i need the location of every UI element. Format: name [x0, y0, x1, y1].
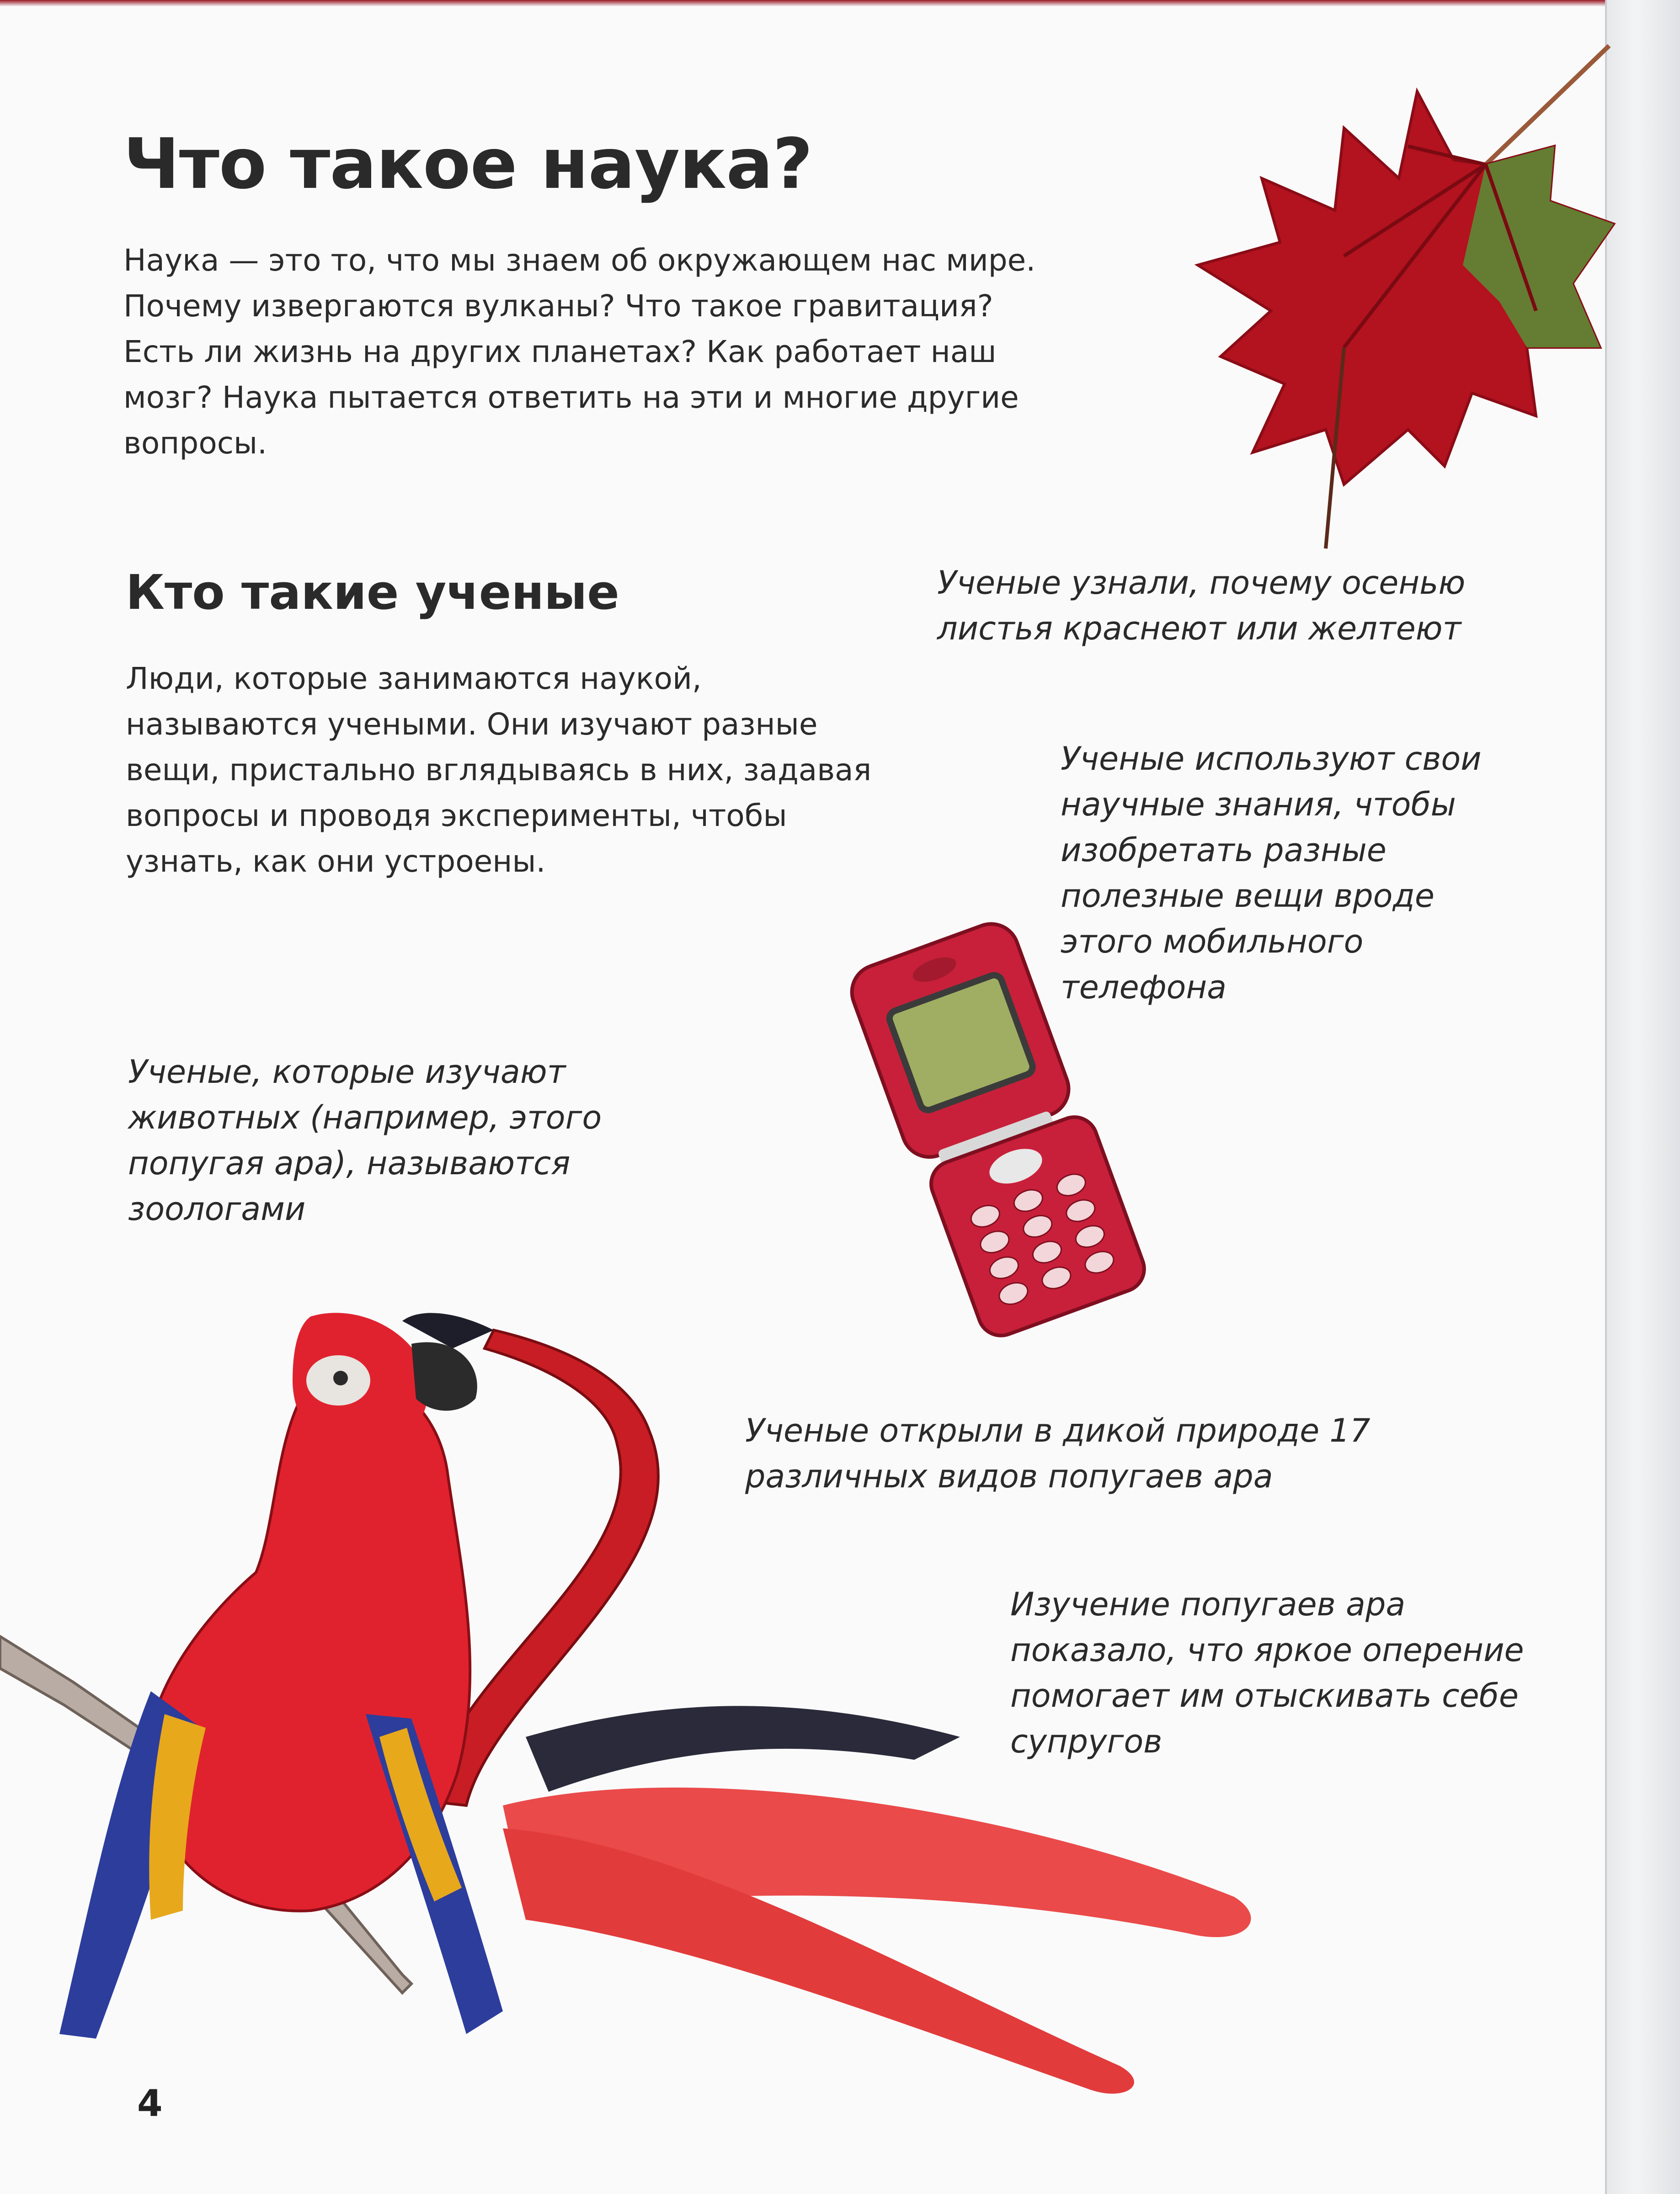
caption-zoologists: Ученые, которые изучают животных (например, этого попугая ара), называются зоологами: [128, 1053, 602, 1228]
maple-leaf-icon: [1088, 27, 1627, 558]
caption-species: Ученые открыли в дикой природе 17 различных видов попугаев ара: [745, 1412, 1371, 1495]
page-number: 4: [137, 2082, 163, 2125]
section-heading: Кто такие ученые: [126, 564, 619, 620]
mobile-phone-icon: [814, 910, 1207, 1339]
page-title: Что такое наука?: [123, 123, 813, 204]
macaw-parrot-icon: [0, 1280, 1326, 2176]
caption-plumage: Изучение попугаев ара показало, что яркое оперение помогает им отыскивать себе супругов: [1010, 1586, 1524, 1760]
caption-phone: Ученые используют свои научные знания, чтобы изобретать разные полезные вещи вроде этого мобильного телефона: [1061, 740, 1482, 1006]
section-paragraph: Люди, которые занимаются наукой, называются учеными. Они изучают разные вещи, пристально вглядываясь в них, задавая вопросы и проводя эксперименты, чтобы узнать, как они устроены.: [126, 661, 872, 879]
intro-paragraph: Наука — это то, что мы знаем об окружающем нас мире. Почему извергаются вулканы? Что такое гравитация? Есть ли жизнь на других планетах? Как работает наш мозг? Наука пытается ответить на эти и многие другие вопросы.: [123, 243, 1036, 461]
page-top-edge: [0, 0, 1607, 6]
caption-leaf: Ученые узнали, почему осенью листья краснеют или желтеют: [937, 564, 1466, 647]
